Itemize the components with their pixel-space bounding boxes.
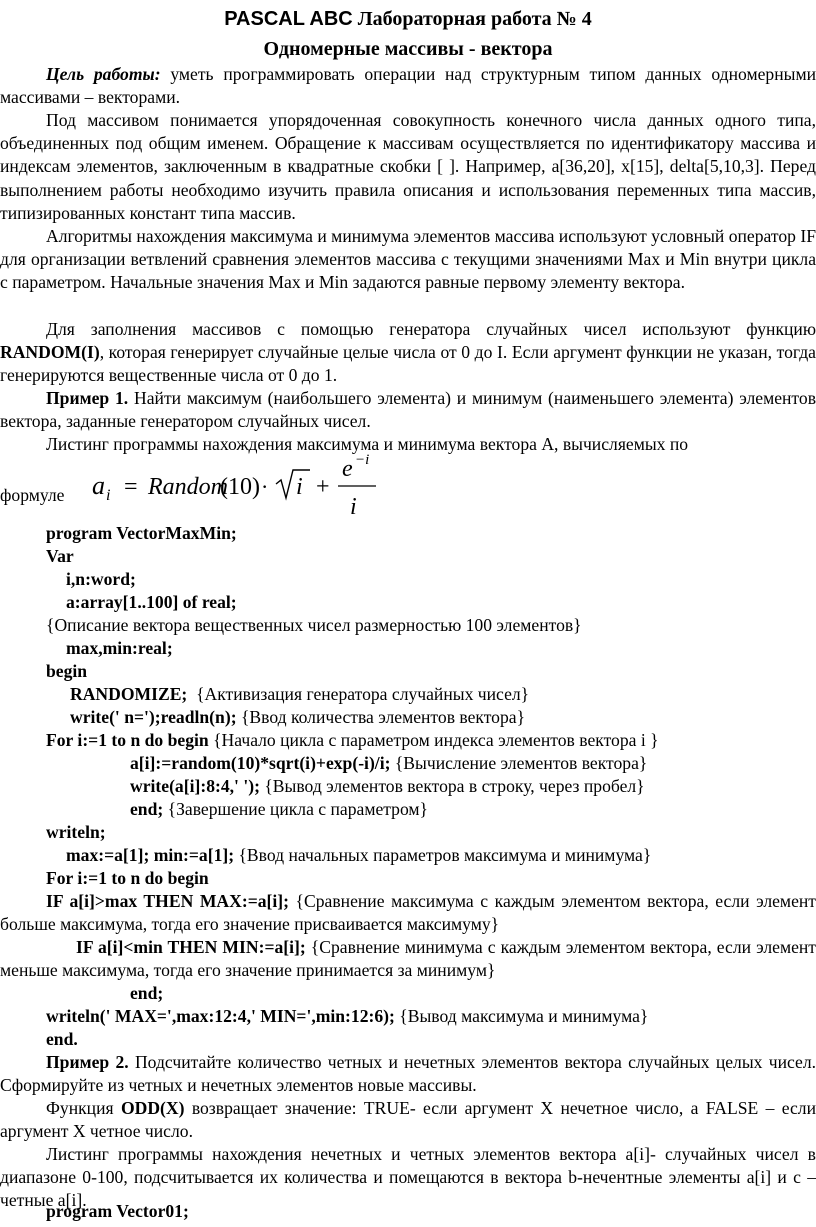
random-function-name: RANDOM(I) — [0, 342, 100, 363]
code-statement: max:=a[1]; min:=a[1]; — [66, 845, 235, 865]
code-line: program VectorMaxMin; — [46, 523, 237, 543]
document-subtitle: Одномерные массивы - вектора — [263, 38, 553, 60]
formula-expression — [88, 450, 388, 526]
code-line: a:array[1..100] of real; — [66, 592, 237, 612]
code-comment: {Сравнение максимума с каждым элементом вектора, если элемент больше максимума, тогда его значение присваивается максимуму} — [0, 891, 816, 935]
code-line-with-comment — [70, 706, 525, 729]
code-line: program Vector01; — [46, 1201, 189, 1221]
formula-plus: + — [316, 474, 330, 500]
code-statement: a[i]:=random(10)*sqrt(i)+exp(-i)/i; — [130, 753, 391, 773]
code-statement: write(' n=');readln(n); — [70, 707, 237, 727]
formula-row — [0, 450, 816, 526]
formula-den: i — [350, 494, 357, 520]
code-comment: {Ввод количества элементов вектора} — [236, 707, 526, 727]
code-line-with-comment — [130, 752, 647, 775]
example-2-paragraph — [0, 1051, 816, 1097]
code-line: writeln; — [46, 822, 106, 842]
code-line-with-comment — [70, 683, 529, 706]
code-statement: IF a[i]<min THEN MIN:=a[i]; — [76, 937, 306, 957]
code-statement: For i:=1 to n do begin — [46, 730, 209, 750]
odd-function-name: ODD(X) — [120, 1098, 185, 1118]
code-line-with-comment — [130, 798, 428, 821]
example-1-paragraph — [0, 387, 816, 433]
code-line: For i:=1 to n do begin — [46, 868, 209, 888]
code-line: i,n:word; — [66, 569, 136, 589]
code-comment: {Вычисление элементов вектора} — [390, 753, 648, 773]
listing-1-intro: Листинг программы нахождения максимума и минимума вектора A, вычисляемых по — [46, 434, 689, 454]
paragraph-random — [0, 318, 816, 388]
code-if-max — [0, 890, 816, 936]
code-comment: {Сравнение минимума с каждым элементом вектора, если элемент меньше максимума, тогда его значение принимается за минимум} — [0, 937, 816, 981]
code-line: max,min:real; — [66, 638, 173, 658]
code-comment: {Ввод начальных параметров максимума и минимума} — [234, 845, 652, 865]
code-line: end. — [46, 1029, 78, 1049]
odd-text-a: Функция — [46, 1098, 121, 1118]
formula-label: формуле — [0, 485, 65, 505]
sqrt-sign-icon — [276, 470, 310, 498]
code-if-min — [0, 936, 816, 982]
code-line-with-comment — [130, 775, 645, 798]
code-line-with-comment — [46, 729, 659, 752]
random-text-a: Для заполнения массивов с помощью генератора случайных чисел используют функцию — [46, 319, 816, 339]
formula-lhs-sub: i — [106, 487, 111, 504]
odd-text-b: возвращает значение: TRUE- если аргумент X нечетное число, а FALSE – если аргумент X четное число. — [0, 1098, 816, 1142]
formula-func: Random — [148, 474, 228, 500]
code-line: Var — [46, 546, 74, 566]
title-text: Лабораторная работа № 4 — [357, 8, 592, 30]
code-statement: writeln(' MAX=',max:12:4,' MIN=',min:12:6); — [46, 1006, 395, 1026]
code-comment: {Вывод элементов вектора в строку, через пробел} — [259, 776, 645, 796]
formula-sqrt-arg: i — [296, 474, 303, 500]
code-line: begin — [46, 661, 88, 681]
title-prefix: PASCAL ABC — [224, 8, 353, 30]
goal-paragraph — [0, 63, 816, 109]
code-statement: RANDOMIZE; — [70, 684, 188, 704]
code-statement: write(a[i]:8:4,' '); — [130, 776, 260, 796]
odd-function-paragraph — [0, 1097, 816, 1143]
code-line-with-comment — [46, 1005, 648, 1028]
paragraph-arrays-definition: Под массивом понимается упорядоченная совокупность конечного числа данных одного типа, объединенных под общим именем. Обращение к массивам осуществляется по идентификатору массива и индексам элементов, заключенным в квадратные скобки [ ]. Например, a[36,20], x[15], delta[5,10,3]. Перед выполнением работы необходимо изучить правила описания и использования переменных типа массив, типизированных констант типа массив. — [0, 110, 816, 223]
formula-lhs-var: a — [92, 471, 105, 500]
random-text-b: , которая генерирует случайные целые числа от 0 до I. Если аргумент функции не указан, тогда генерируются вещественные числа от 0 до 1. — [0, 342, 816, 386]
code-comment: {Вывод максимума и минимума} — [394, 1006, 649, 1026]
code-comment: {Активизация генератора случайных чисел} — [187, 684, 530, 704]
formula-equals: = — [124, 474, 138, 500]
document-title — [0, 6, 816, 32]
goal-label: Цель работы: — [46, 64, 161, 84]
formula-arg: (10) — [220, 474, 260, 500]
code-comment: {Завершение цикла с параметром} — [163, 799, 429, 819]
example-1-label: Пример 1. — [46, 388, 129, 408]
goal-text: уметь программировать операции над структурным типом данных одномерными массивами – векторами. — [0, 64, 816, 108]
listing-2-intro: Листинг программы нахождения нечетных и четных элементов вектора a[i]- случайных чисел в диапазоне 0-100, подсчитывается их количества и помещаются в вектора b-нечентные элементы a[i] и с –четные a[i]. — [0, 1144, 816, 1211]
formula-dot: · — [261, 474, 269, 499]
code-statement: IF a[i]>max THEN MAX:=a[i]; — [46, 891, 289, 911]
formula-num-exp: −i — [355, 452, 370, 468]
code-comment: {Описание вектора вещественных чисел размерностью 100 элементов} — [46, 615, 582, 635]
example-2-label: Пример 2. — [46, 1052, 129, 1072]
formula-num-base: e — [342, 456, 353, 482]
code-line: end; — [130, 983, 164, 1003]
code-line-with-comment — [66, 844, 651, 867]
code-statement: end; — [130, 799, 164, 819]
paragraph-algorithms: Алгоритмы нахождения максимума и минимума элементов массива используют условный оператор IF для организации ветвлений сравнения элементов массива с текущими значениями Max и Min внутри цикла с параметром. Начальные значения Max и Min задаются равные первому элементу вектора. — [0, 226, 816, 293]
example-2-text: Подсчитайте количество четных и нечетных элементов вектора случайных целых чисел. Сформируйте из четных и нечетных элементов новые массивы. — [0, 1052, 816, 1096]
example-1-text: Найти максимум (наибольшего элемента) и минимум (наименьшего элемента) элементов вектора, заданные генератором случайных чисел. — [0, 388, 816, 432]
code-comment: {Начало цикла с параметром индекса элементов вектора i } — [208, 730, 659, 750]
